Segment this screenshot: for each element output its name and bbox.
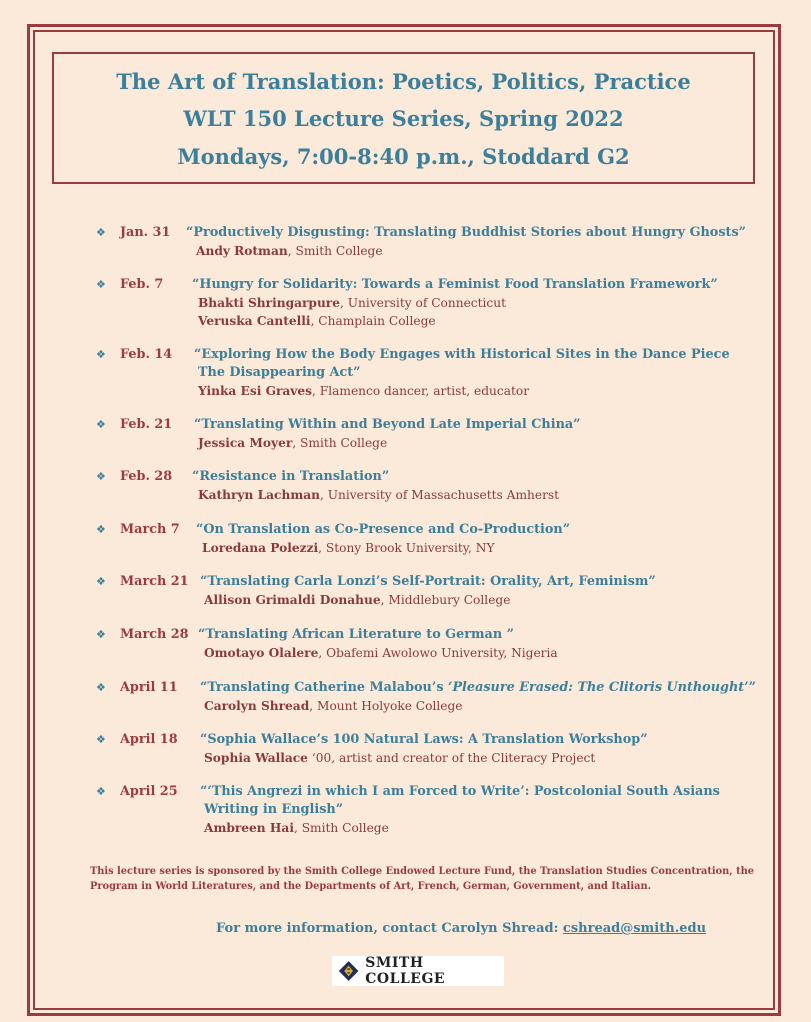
- speaker-name: Jessica Moyer: [198, 436, 293, 450]
- speaker-affiliation: , Smith College: [292, 436, 388, 450]
- schedule-time: Mondays, 7:00-8:40 p.m., Stoddard G2: [177, 144, 630, 169]
- lecture-title-main: “Translating Catherine Malabou’s: [200, 680, 448, 695]
- series-title: The Art of Translation: Poetics, Politics, Practice: [116, 69, 691, 94]
- lecture-date: April 18: [120, 732, 178, 747]
- speaker-line: [204, 749, 595, 767]
- speaker-name: Andy Rotman: [196, 244, 288, 258]
- speaker-affiliation: , Middlebury College: [380, 593, 511, 607]
- speaker-line: [204, 819, 389, 837]
- lecture-date: Jan. 31: [120, 225, 171, 240]
- lecture-title-cont: The Disappearing Act”: [198, 365, 361, 380]
- lecture-title: “Hungry for Solidarity: Towards a Feminist Food Translation Framework”: [192, 277, 718, 292]
- bullet-icon: ❖: [96, 348, 106, 361]
- speaker-name: Sophia Wallace: [204, 751, 308, 765]
- speaker-name: Loredana Polezzi: [202, 541, 319, 555]
- contact-email-link[interactable]: cshread@smith.edu: [562, 921, 707, 936]
- speaker-affiliation: , Obafemi Awolowo University, Nigeria: [318, 646, 558, 660]
- header-box: [52, 52, 755, 184]
- speaker-name: Kathryn Lachman: [198, 488, 320, 502]
- lecture-date: March 21: [120, 574, 189, 589]
- speaker-name: Yinka Esi Graves: [198, 384, 313, 398]
- speaker-affiliation: , Flamenco dancer, artist, educator: [312, 384, 530, 398]
- bullet-icon: ❖: [96, 628, 106, 641]
- sponsor-note: This lecture series is sponsored by the Smith College Endowed Lecture Fund, the Translation Studies Concentration, the Program in World Literatures, and the Departments of Art, French, German, Government, and Italian.: [90, 866, 754, 892]
- smith-college-logo: [332, 956, 504, 986]
- speaker-name: Ambreen Hai: [204, 821, 294, 835]
- bullet-icon: ❖: [96, 785, 106, 798]
- speaker-line: [198, 312, 436, 330]
- speaker-line: [204, 591, 510, 609]
- speaker-line: [198, 294, 506, 312]
- lecture-title: “‘This Angrezi in which I am Forced to Write’: Postcolonial South Asians: [200, 784, 720, 799]
- speaker-line: [204, 644, 558, 662]
- speaker-affiliation: ‘00, artist and creator of the Cliteracy Project: [307, 751, 596, 765]
- lecture-title: “Exploring How the Body Engages with Historical Sites in the Dance Piece: [194, 347, 730, 362]
- lecture-date: Feb. 7: [120, 277, 164, 292]
- bullet-icon: ❖: [96, 575, 106, 588]
- lecture-title-end: ”: [748, 680, 757, 695]
- lecture-title: “Sophia Wallace’s 100 Natural Laws: A Translation Workshop”: [200, 732, 648, 747]
- bullet-icon: ❖: [96, 278, 106, 291]
- speaker-affiliation: , University of Connecticut: [339, 296, 506, 310]
- speaker-name: Carolyn Shread: [204, 699, 310, 713]
- speaker-name: Omotayo Olalere: [204, 646, 319, 660]
- speaker-name: Bhakti Shringarpure: [198, 296, 340, 310]
- speaker-affiliation: , Smith College: [287, 244, 383, 258]
- lecture-date: April 11: [120, 680, 178, 695]
- bullet-icon: ❖: [96, 681, 106, 694]
- smith-college-crest-icon: [338, 960, 359, 982]
- contact-prefix: For more information, contact Carolyn Shread:: [216, 921, 563, 936]
- speaker-line: [198, 434, 387, 452]
- speaker-line: [198, 382, 529, 400]
- lecture-title-italic: ‘Pleasure Erased: The Clitoris Unthought’: [447, 680, 749, 695]
- lecture-title: “Translating African Literature to German ”: [198, 627, 514, 642]
- lecture-title: “Resistance in Translation”: [192, 469, 390, 484]
- speaker-affiliation: , Mount Holyoke College: [309, 699, 463, 713]
- lecture-date: April 25: [120, 784, 178, 799]
- speaker-name: Veruska Cantelli: [198, 314, 311, 328]
- speaker-affiliation: , Stony Brook University, NY: [318, 541, 495, 555]
- speaker-line: [204, 697, 463, 715]
- lecture-date: March 28: [120, 627, 189, 642]
- lecture-date: March 7: [120, 522, 180, 537]
- lecture-title: [200, 679, 756, 697]
- lecture-date: Feb. 21: [120, 417, 173, 432]
- logo-text: SMITH COLLEGE: [365, 955, 446, 987]
- speaker-name: Allison Grimaldi Donahue: [204, 593, 381, 607]
- bullet-icon: ❖: [96, 733, 106, 746]
- bullet-icon: ❖: [96, 470, 106, 483]
- lecture-date: Feb. 14: [120, 347, 173, 362]
- lecture-title: “Translating Within and Beyond Late Imperial China”: [194, 417, 581, 432]
- lecture-title: “On Translation as Co-Presence and Co-Production”: [196, 522, 571, 537]
- speaker-affiliation: , Champlain College: [310, 314, 436, 328]
- speaker-line: [196, 242, 383, 260]
- speaker-affiliation: , Smith College: [293, 821, 389, 835]
- bullet-icon: ❖: [96, 226, 106, 239]
- contact-line: [216, 921, 706, 936]
- bullet-icon: ❖: [96, 418, 106, 431]
- lecture-title-cont: Writing in English”: [204, 802, 344, 817]
- speaker-affiliation: , University of Massachusetts Amherst: [320, 488, 560, 502]
- bullet-icon: ❖: [96, 523, 106, 536]
- lecture-title: “Translating Carla Lonzi’s Self-Portrait: Orality, Art, Feminism”: [200, 574, 656, 589]
- lecture-date: Feb. 28: [120, 469, 173, 484]
- course-title: WLT 150 Lecture Series, Spring 2022: [183, 106, 624, 131]
- speaker-line: [202, 539, 495, 557]
- speaker-line: [198, 486, 559, 504]
- lecture-title: “Productively Disgusting: Translating Buddhist Stories about Hungry Ghosts”: [186, 225, 747, 240]
